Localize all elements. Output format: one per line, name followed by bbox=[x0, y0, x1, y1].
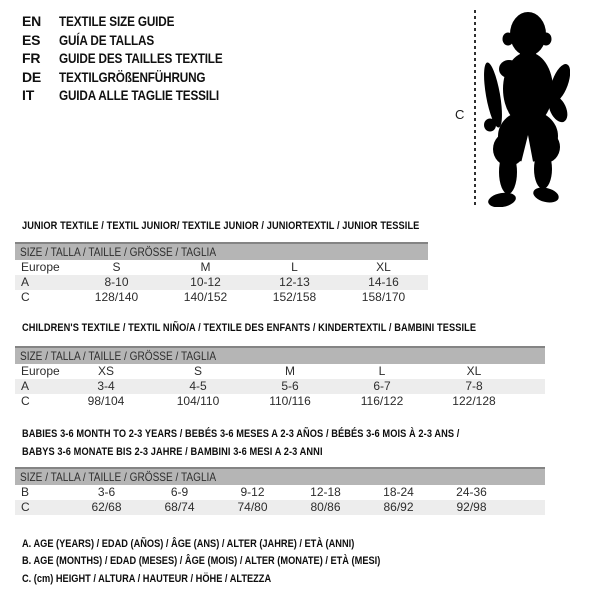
size-header-text: SIZE / TALLA / TAILLE / GRÖSSE / TAGLIA bbox=[20, 470, 217, 484]
size-cell: 110/116 bbox=[269, 394, 311, 408]
size-cell: 4-5 bbox=[152, 379, 244, 394]
babies-textile-title-line2: BABYS 3-6 MONATE BIS 2-3 JAHRE / BAMBINI 3-6 MESI A 2-3 ANNI bbox=[22, 446, 323, 458]
size-cell: L bbox=[291, 260, 298, 274]
size-cell: 122/128 bbox=[452, 394, 496, 408]
language-label: TEXTILGRÖßENFÜHRUNG bbox=[59, 68, 206, 85]
size-cell: 152/158 bbox=[272, 290, 317, 304]
size-cell: XS bbox=[97, 364, 114, 378]
size-header-bar bbox=[15, 468, 545, 485]
language-row bbox=[22, 86, 254, 105]
size-cell: 140/152 bbox=[183, 290, 228, 304]
size-header-text: SIZE / TALLA / TAILLE / GRÖSSE / TAGLIA bbox=[20, 245, 217, 259]
size-cell: 74/80 bbox=[216, 500, 289, 515]
language-list bbox=[22, 12, 254, 105]
size-cell: 8-10 bbox=[72, 275, 161, 290]
size-cell: 62/68 bbox=[70, 500, 143, 515]
spacer-cell bbox=[520, 364, 545, 379]
junior-textile-title bbox=[22, 217, 495, 235]
language-code: EN bbox=[22, 13, 42, 30]
row-label-cell: Europe bbox=[21, 364, 60, 378]
junior-size-table bbox=[15, 242, 428, 305]
spacer-cell bbox=[520, 394, 545, 409]
size-cell: 158/170 bbox=[361, 290, 406, 304]
language-code: DE bbox=[22, 68, 42, 85]
row-label-cell: C bbox=[21, 394, 30, 408]
legend-age-years: A. AGE (YEARS) / EDAD (AÑOS) / ÂGE (ANS) / ALTER (JAHRE) / ETÀ (ANNI) bbox=[22, 538, 355, 550]
size-cell: L bbox=[378, 364, 386, 378]
language-code: FR bbox=[22, 50, 41, 67]
size-cell: 6-9 bbox=[170, 485, 189, 499]
row-label-cell: B bbox=[21, 485, 30, 499]
size-cell: M bbox=[200, 260, 211, 274]
size-cell: 80/86 bbox=[289, 500, 362, 515]
legend-age-months: B. AGE (MONTHS) / EDAD (MESES) / ÂGE (MOIS) / ALTER (MONATE) / ETÀ (MESI) bbox=[22, 555, 381, 568]
measurement-legend bbox=[22, 536, 449, 588]
spacer-cell bbox=[520, 379, 545, 394]
size-cell: 18-24 bbox=[383, 485, 414, 499]
junior-textile-title-text: JUNIOR TEXTILE / TEXTIL JUNIOR/ TEXTILE JUNIOR / JUNIORTEXTIL / JUNIOR TESSILE bbox=[22, 220, 420, 232]
table-row-europe bbox=[15, 364, 545, 379]
size-header-bar bbox=[15, 347, 545, 364]
babies-textile-title bbox=[22, 425, 543, 461]
language-code: IT bbox=[22, 87, 35, 104]
size-header-cell bbox=[15, 347, 545, 364]
language-code: ES bbox=[22, 31, 41, 48]
size-cell: 5-6 bbox=[244, 379, 336, 394]
row-label-cell: C bbox=[15, 500, 70, 515]
table-row-europe bbox=[15, 260, 428, 275]
size-cell: 12-13 bbox=[250, 275, 339, 290]
size-header-cell bbox=[15, 243, 428, 260]
size-header-text: SIZE / TALLA / TAILLE / GRÖSSE / TAGLIA bbox=[20, 349, 217, 363]
size-cell: 7-8 bbox=[428, 379, 520, 394]
size-cell: 128/140 bbox=[94, 290, 139, 304]
language-row bbox=[22, 49, 254, 68]
babies-textile-title-line1: BABIES 3-6 MONTH TO 2-3 YEARS / BEBÉS 3-6 MESES A 2-3 AÑOS / BÉBÉS 3-6 MOIS À 2-3 ANS / bbox=[22, 428, 460, 440]
size-cell: 68/74 bbox=[143, 500, 216, 515]
children-textile-title bbox=[22, 319, 563, 337]
table-row-age bbox=[15, 275, 428, 290]
legend-height: C. (cm) HEIGHT / ALTURA / HAUTEUR / HÖHE / ALTEZZA bbox=[22, 572, 272, 585]
size-cell: XL bbox=[376, 260, 391, 274]
table-row-height bbox=[15, 394, 545, 409]
size-cell: 86/92 bbox=[362, 500, 435, 515]
language-label: GUIDE DES TAILLES TEXTILE bbox=[59, 50, 223, 67]
size-cell: 116/122 bbox=[360, 394, 404, 408]
size-cell: 6-7 bbox=[336, 379, 428, 394]
table-row-height bbox=[15, 500, 545, 515]
size-cell: S bbox=[193, 364, 202, 378]
language-label: GUIDA ALLE TAGLIE TESSILI bbox=[59, 87, 220, 104]
row-label-cell: Europe bbox=[21, 260, 60, 274]
size-cell: 92/98 bbox=[435, 500, 508, 515]
spacer-cell bbox=[508, 485, 545, 500]
size-cell: 12-18 bbox=[310, 485, 341, 499]
size-cell: 10-12 bbox=[161, 275, 250, 290]
size-cell: 24-36 bbox=[456, 485, 487, 499]
babies-size-table bbox=[15, 467, 545, 515]
height-measure-dashed-line bbox=[474, 10, 476, 208]
spacer-cell bbox=[508, 500, 545, 515]
language-label: GUÍA DE TALLAS bbox=[59, 31, 154, 48]
language-row bbox=[22, 12, 254, 31]
size-cell: 98/104 bbox=[87, 394, 125, 408]
language-row bbox=[22, 68, 254, 87]
size-cell: M bbox=[285, 364, 295, 378]
size-cell: 3-4 bbox=[60, 379, 152, 394]
size-cell: 9-12 bbox=[240, 485, 265, 499]
size-cell: XL bbox=[466, 364, 482, 378]
size-cell: 14-16 bbox=[339, 275, 428, 290]
table-row-months bbox=[15, 485, 545, 500]
size-header-cell bbox=[15, 468, 545, 485]
children-textile-title-text: CHILDREN'S TEXTILE / TEXTIL NIÑO/A / TEXTILE DES ENFANTS / KINDERTEXTIL / BAMBINI TESSILE bbox=[22, 322, 477, 334]
height-measure-label: C bbox=[455, 107, 465, 122]
table-row-height bbox=[15, 290, 428, 305]
row-label-cell: A bbox=[15, 275, 72, 290]
language-label: TEXTILE SIZE GUIDE bbox=[59, 13, 175, 30]
language-row bbox=[22, 31, 254, 50]
size-cell: 3-6 bbox=[97, 485, 116, 499]
children-size-table bbox=[15, 346, 545, 409]
size-cell: S bbox=[112, 260, 121, 274]
baby-silhouette-icon bbox=[482, 9, 570, 207]
row-label-cell: C bbox=[21, 290, 30, 304]
row-label-cell: A bbox=[15, 379, 60, 394]
table-row-age bbox=[15, 379, 545, 394]
size-cell: 104/110 bbox=[176, 394, 220, 408]
size-header-bar bbox=[15, 243, 428, 260]
